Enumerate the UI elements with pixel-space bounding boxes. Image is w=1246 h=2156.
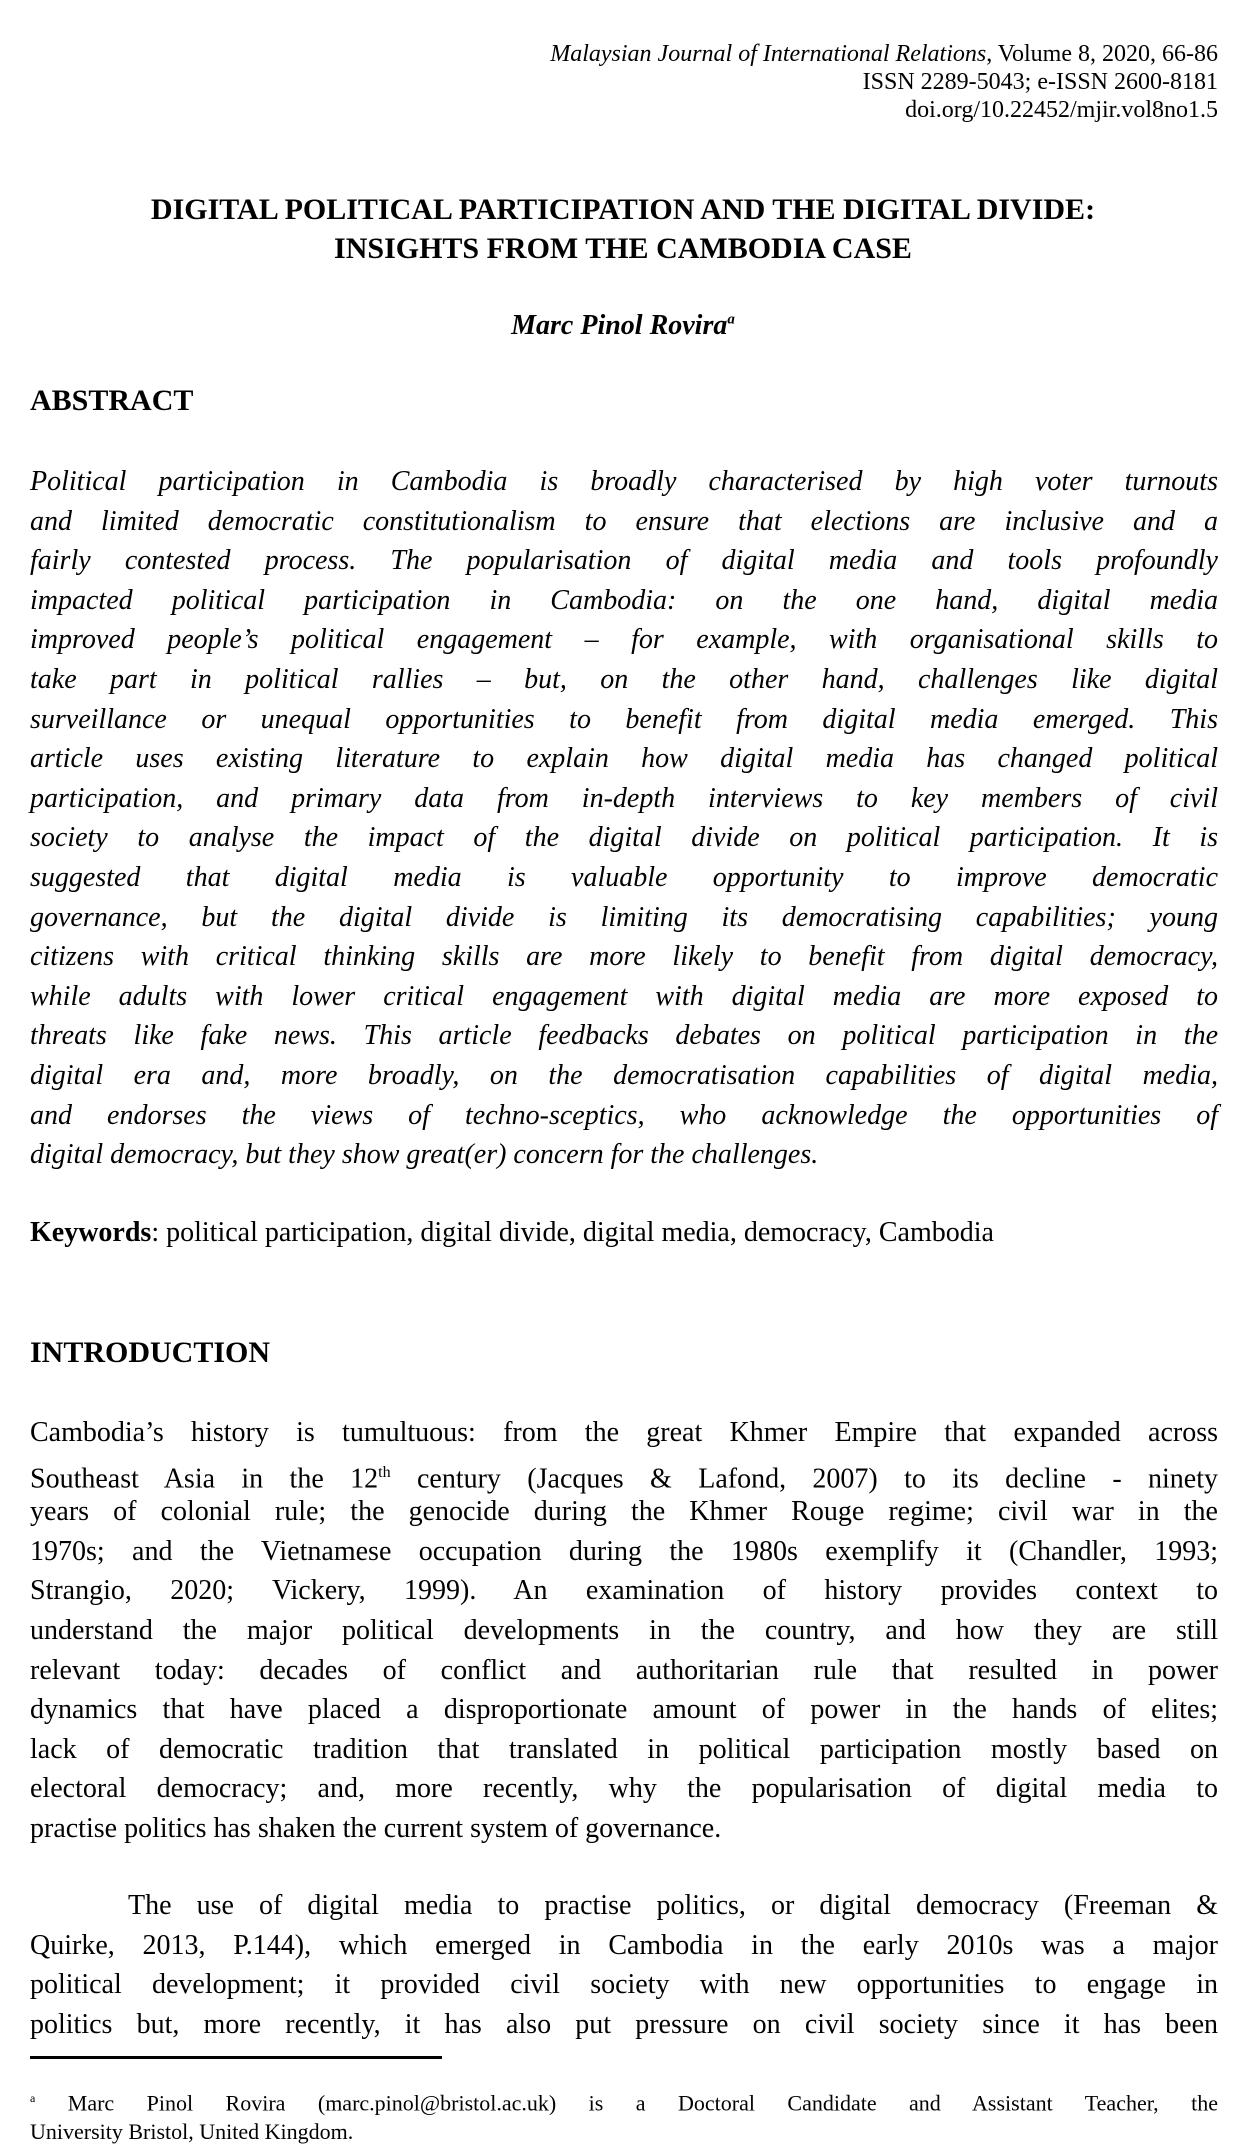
text-line: relevant today: decades of conflict and authoritarian rule that resulted in power <box>30 1654 1218 1686</box>
text-line: Strangio, 2020; Vickery, 1999). An examination of history provides context to <box>30 1575 1218 1607</box>
text-line: improved people’s political engagement – for example, with organisational skills to <box>30 624 1218 656</box>
text-line: take part in political rallies – but, on the other hand, challenges like digital <box>30 663 1218 695</box>
text-line: digital democracy, but they show great(er) concern for the challenges. <box>30 1139 819 1171</box>
text-line: dynamics that have placed a disproportionate amount of power in the hands of elites; <box>30 1694 1218 1726</box>
text-line: politics but, more recently, it has also put pressure on civil society since it has been <box>30 2008 1218 2040</box>
text-line: digital era and, more broadly, on the democratisation capabilities of digital media, <box>30 1059 1218 1091</box>
text-line: lack of democratic tradition that translated in political participation mostly based on <box>30 1733 1218 1765</box>
text-line: citizens with critical thinking skills are more likely to benefit from digital democracy, <box>30 941 1218 973</box>
footnote-text: Marc Pinol Rovira (marc.pinol@bristol.ac.uk) is a Doctoral Candidate and Assistant Teacher, the <box>35 2090 1218 2116</box>
text-line: and limited democratic constitutionalism to ensure that elections are inclusive and a <box>30 505 1218 537</box>
title-line-2: INSIGHTS FROM THE CAMBODIA CASE <box>334 232 912 265</box>
author-footnote-mark[interactable]: a <box>727 311 735 328</box>
text-line: while adults with lower critical engagement with digital media are more exposed to <box>30 980 1218 1012</box>
text-line: Cambodia’s history is tumultuous: from the great Khmer Empire that expanded across <box>30 1417 1218 1448</box>
text-line: surveillance or unequal opportunities to benefit from digital media emerged. This <box>30 703 1218 735</box>
text-line: understand the major political developments in the country, and how they are still <box>30 1614 1218 1646</box>
text-line <box>30 1453 1218 1493</box>
footnote-divider <box>30 2056 442 2059</box>
text-line: The use of digital media to practise politics, or digital democracy (Freeman & <box>128 1890 1218 1921</box>
text-line: society to analyse the impact of the digital divide on political participation. It is <box>30 822 1218 854</box>
text-line: Quirke, 2013, P.144), which emerged in Cambodia in the early 2010s was a major <box>30 1929 1218 1961</box>
text-line: political development; it provided civil society with new opportunities to engage in <box>30 1969 1218 2001</box>
keywords <box>30 1217 994 1249</box>
footnote-mark: a <box>30 2091 36 2105</box>
superscript: th <box>378 1463 391 1481</box>
title-line-1: DIGITAL POLITICAL PARTICIPATION AND THE DIGITAL DIVIDE: <box>150 193 1096 226</box>
text-line: and endorses the views of techno-sceptics, who acknowledge the opportunities of <box>30 1099 1218 1131</box>
keywords-list: : political participation, digital divide, digital media, democracy, Cambodia <box>151 1217 994 1248</box>
author-name: Marc Pinol Rovira <box>511 310 728 341</box>
footnote-line <box>30 2084 1218 2117</box>
text-line: threats like fake news. This article feedbacks debates on political participation in the <box>30 1020 1218 1052</box>
journal-citation <box>550 40 1218 68</box>
text-line: 1970s; and the Vietnamese occupation during the 1980s exemplify it (Chandler, 1993; <box>30 1535 1218 1567</box>
doi[interactable]: doi.org/10.22452/mjir.vol8no1.5 <box>905 97 1218 123</box>
text-line: participation, and primary data from in-depth interviews to key members of civil <box>30 782 1218 814</box>
author-line <box>0 310 1246 342</box>
journal-name: Malaysian Journal of International Relations <box>550 41 987 67</box>
text-fragment: century (Jacques & Lafond, 2007) to its decline - ninety <box>390 1462 1218 1494</box>
introduction-heading: INTRODUCTION <box>30 1336 271 1369</box>
text-line: Political participation in Cambodia is broadly characterised by high voter turnouts <box>30 466 1218 497</box>
text-line: article uses existing literature to explain how digital media has changed political <box>30 743 1218 775</box>
running-header <box>550 40 1218 124</box>
keywords-label: Keywords <box>30 1217 152 1248</box>
volume-info: , Volume 8, 2020, 66-86 <box>986 41 1218 67</box>
text-line: suggested that digital media is valuable opportunity to improve democratic <box>30 861 1218 893</box>
introduction-paragraph-1 <box>30 1413 1218 1849</box>
introduction-paragraph-2 <box>30 1886 1218 2044</box>
text-fragment: Southeast Asia in the 12 <box>30 1462 379 1494</box>
abstract-heading: ABSTRACT <box>30 384 194 417</box>
text-line: governance, but the digital divide is limiting its democratising capabilities; young <box>30 901 1218 933</box>
text-line: years of colonial rule; the genocide during the Khmer Rouge regime; civil war in the <box>30 1496 1218 1528</box>
text-line: fairly contested process. The popularisation of digital media and tools profoundly <box>30 545 1218 577</box>
paper-title <box>0 190 1246 268</box>
text-line: impacted political participation in Cambodia: on the one hand, digital media <box>30 584 1218 616</box>
footnote-line: University Bristol, United Kingdom. <box>30 2119 354 2145</box>
abstract-text <box>30 462 1218 1175</box>
footnote <box>30 2084 1218 2146</box>
issn: ISSN 2289-5043; e-ISSN 2600-8181 <box>862 69 1218 95</box>
text-line: electoral democracy; and, more recently, why the popularisation of digital media to <box>30 1773 1218 1805</box>
text-line: practise politics has shaken the current system of governance. <box>30 1812 722 1844</box>
